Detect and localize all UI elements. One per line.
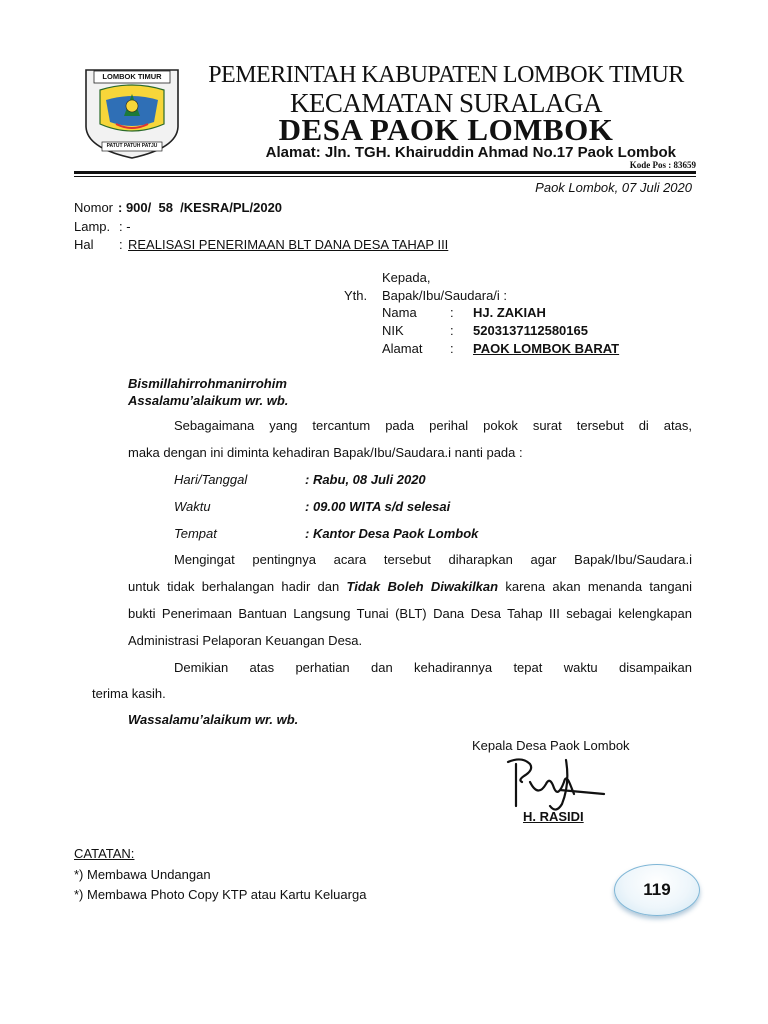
nik-value: 5203137112580165 <box>473 323 588 338</box>
tempat-label: Tempat <box>174 526 217 541</box>
paragraph-2-line-2-c: karena akan menanda tangani <box>498 579 692 594</box>
notes-item-1: *) Membawa Undangan <box>74 867 211 882</box>
notes-item-2: *) Membawa Photo Copy KTP atau Kartu Keluarga <box>74 887 367 902</box>
paragraph-2-line-2-a: untuk tidak berhalangan hadir dan <box>128 579 347 594</box>
regency-logo <box>80 66 184 160</box>
hari-label: Hari/Tanggal <box>174 472 248 487</box>
nama-label: Nama <box>382 305 417 320</box>
recipient-salutation: Bapak/Ibu/Saudara/i : <box>382 288 508 303</box>
bismillah: Bismillahirrohmanirrohim <box>128 376 287 391</box>
letterhead-line-2: KECAMATAN SURALAGA <box>289 88 603 118</box>
salam: Assalamu’alaikum wr. wb. <box>128 393 289 408</box>
signatory-title: Kepala Desa Paok Lombok <box>472 738 630 753</box>
nomor-value: : 900/ 58 /KESRA/PL/2020 <box>118 200 283 215</box>
paragraph-2-emphasis: Tidak Boleh Diwakilkan <box>346 579 499 594</box>
closing-salam: Wassalamu’alaikum wr. wb. <box>128 712 299 727</box>
waktu-label: Waktu <box>174 499 211 514</box>
nama-value: HJ. ZAKIAH <box>473 305 546 320</box>
letter-date: Paok Lombok, 07 Juli 2020 <box>535 180 692 195</box>
signatory-name: H. RASIDI <box>523 809 584 824</box>
paragraph-3-line-1: Demikian atas perhatian dan kehadirannya tepat waktu disampaikan <box>174 660 692 675</box>
paragraph-2-line-3: bukti Penerimaan Bantuan Langsung Tunai (BLT) Dana Desa Tahap III sebagai kelengkapan <box>128 606 692 621</box>
letterhead-rule-thin <box>74 176 696 177</box>
letterhead-line-1: PEMERINTAH KABUPATEN LOMBOK TIMUR <box>208 62 684 88</box>
hari-value: : Rabu, 08 Juli 2020 <box>305 472 426 487</box>
waktu-value: : 09.00 WITA s/d selesai <box>305 499 451 514</box>
letterhead-line-3: DESA PAOK LOMBOK <box>278 112 614 147</box>
letterhead-postal: Kode Pos : 83659 <box>629 160 696 170</box>
lamp-label: Lamp. <box>74 219 111 234</box>
paragraph-2-line-4: Administrasi Pelaporan Keuangan Desa. <box>128 633 363 648</box>
paragraph-1-line-2: maka dengan ini diminta kehadiran Bapak/Ibu/Saudara.i nanti pada : <box>128 445 523 460</box>
paragraph-3-line-2: terima kasih. <box>92 686 166 701</box>
paragraph-1-line-1: Sebagaimana yang tercantum pada perihal pokok surat tersebut di atas, <box>174 418 692 433</box>
nomor-label: Nomor <box>74 200 114 215</box>
kepada: Kepada, <box>382 270 431 285</box>
page-number-badge <box>614 864 700 916</box>
hal-colon: : <box>119 237 123 252</box>
paragraph-2-line-1: Mengingat pentingnya acara tersebut diharapkan agar Bapak/Ibu/Saudara.i <box>174 552 692 567</box>
alamat-colon: : <box>450 341 454 356</box>
yth: Yth. <box>344 288 368 303</box>
notes-heading: CATATAN: <box>74 846 135 861</box>
letterhead-address: Alamat: Jln. TGH. Khairuddin Ahmad No.17 Paok Lombok <box>265 144 676 161</box>
letterhead <box>186 62 706 172</box>
hal-value: REALISASI PENERIMAAN BLT DANA DESA TAHAP III <box>128 237 449 252</box>
logo-bottom-text: PATUT PATUH PATJU <box>106 143 158 149</box>
paragraph-2-line-2 <box>128 579 692 594</box>
alamat-value: PAOK LOMBOK BARAT <box>473 341 620 356</box>
page-number: 119 <box>643 880 671 899</box>
hal-label: Hal <box>74 237 94 252</box>
tempat-value: : Kantor Desa Paok Lombok <box>305 526 479 541</box>
nama-colon: : <box>450 305 454 320</box>
letterhead-rule-thick <box>74 171 696 174</box>
logo-top-text: LOMBOK TIMUR <box>102 72 162 81</box>
alamat-label: Alamat <box>382 341 423 356</box>
nik-label: NIK <box>382 323 404 338</box>
nik-colon: : <box>450 323 454 338</box>
lamp-value: : - <box>119 219 131 234</box>
